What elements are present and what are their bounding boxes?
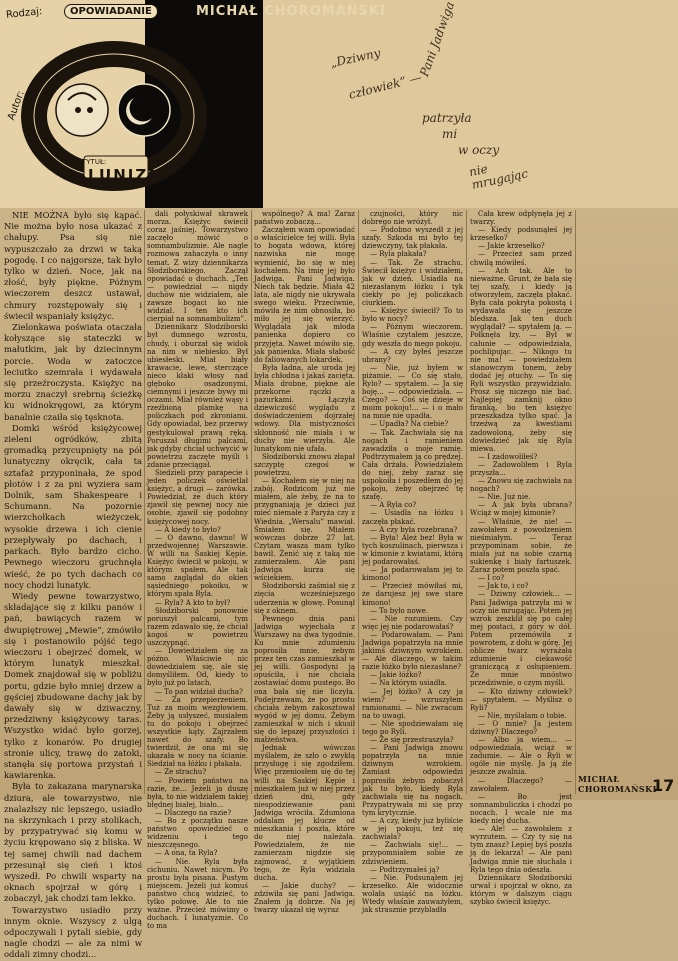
paragraph: Słodziborski zaśmiał się z zięcia wcześniejszego uderzenia w głowę. Posunął się z oknem. [254,582,355,615]
paragraph: — Kto dziwny człowiek? — spytałem. — Myślisz o Ryli? [470,687,572,712]
paragraph: — Podtrzymałeś ją? [370,865,440,874]
paragraph: — To pan widział ducha? [155,687,243,696]
text-column-2 [147,210,248,931]
title-label: TYTUŁ: [82,158,107,166]
paragraph: — Nie. Już nie. [478,493,531,502]
paragraph: — A ona, ta Ryla? [155,849,218,858]
paragraph: wspólnego? A ma! Zaraz państwo zobaczą... [254,210,355,227]
paragraph: — I zadowoliłeś? [478,452,538,461]
paragraph: — A czy byłeś jeszcze ubrany? [362,347,463,364]
page-number: 17 [652,776,675,795]
paragraph: — Powiem państwu na razie, że... Jeżeli ja duszę była, to nie widziałem takiej błędnej białej, biało... [147,776,248,809]
paragraph: — Nie. Podsunąłem jej krzesełko. Ale widocznie wolała usiąść na łóżku. Wtedy właśnie zauważyłem, jak strasznie przybladła [362,873,463,915]
paragraph: Była ładna, ale uroda jej była chłodna i jakaś zacięta. Miała drobne, piękne ale przekorne rączki a pazurkami. Łączyła dziewiczość wyglądu z doświadczeniem dojrzałej wdowy. Dla mistyczności skłonność nie miała i w duchy nie wierzyła. Ale lunatykom nie ufała. [254,363,355,453]
paragraph: — Albo ja wiem... — odpowiedziała, wciąż w zadumie. — Ale o Ryli w ogóle nie myślę. Ja ją źle jeszcze zwalnia. [470,736,572,777]
paragraph: — Nie, już byłem w piżamie. — Co się stało, Rylo? — spytałem. — Ja się boję... — odpowiedziała. — Czego? — Coś się dzieje w moim pokoju!... — i o mało na mnie nie upadła. [362,363,463,421]
paragraph: — A jak była ubrana? Wciąż w mojej kimonie? [470,501,572,518]
column-divider [251,210,252,794]
paragraph: Zielonkawa poświata otaczała kołyszące się stateczki w małutkim, jak by dziecinnym porcie. Woda w zatoczce leciutko szemrała i wydawała się przeźroczysta. Księżyc na morzu znaczył srebrną ścieżkę ku widnokręgowi, za którym banalnie czaiła się tęsknota. [4,322,142,422]
paragraph: — A czy była rozebrana? [370,525,458,534]
paragraph: — Tak. Zachwiała się na nogach i ramieniem zawadziła o moje ramię. Podtrzymałem ją co prędzej. Cała drżała. Powiedziałem do niej, żeby zaraz się uspokoiła i poszedłem do jej pokoju, żeby obejrzeć tę szafę. [362,428,463,502]
paragraph: NIE MOŻNA było się kąpać. Nie można było nosa ukazać z chałupy. Psa się nie wypuszczało za drzwi w taką pogodę. I co najgorsze, tak było tylko w dzień. Noce, jak na złość, były piękne. Późnym wieczorem deszcz ustawał, chmury rozstępowały się i świecił wspaniały księżyc. [4,210,142,321]
paragraph: — A czy, kiedy już byliście w jej pokoju, też się zachwiała? [362,817,463,842]
paragraph: czujności, który nic dobrego nie wróżył. [362,210,463,227]
text-column-3 [254,210,356,915]
paragraph: — Bo z początku nasze państwo opowiedzieć o widzeniu i tego nieszczęsnego. [147,817,248,850]
paragraph: — Kiedy podsunąłeś jej krzesełko? [470,226,572,243]
column-divider [358,210,359,794]
paragraph: — A kiedy to było? [155,525,221,534]
quote-line: nie mrugając [467,161,530,192]
paragraph: — O dawno, dawno! W przedwojennej Warszawie. W willi na Saskiej Kępie. Księżyc świecił w pokoju, w którym spałem. Ale tak samo zaglądał do okien sąsiedniego pokoiku, w którym spała Ryla. [147,533,248,599]
author-signature: MICHAŁ CHOROMAŃSKI [578,774,657,794]
paragraph: — Ze strachu? [155,768,207,777]
pull-quote [328,0,530,192]
paragraph: — Podarowałam. — Pani Jadwiga popatrzyła na mnie jakimś dziwnym wzrokiem. — Ale dlaczego, w takim razie łóżko było niezasłane? [362,630,463,672]
paragraph: — Jakie krzesełko? [478,242,545,251]
paragraph: — Nie, myślałam o tobie. [478,711,567,720]
text-column-1 [4,210,142,960]
paragraph: — Dlaczego? — zawołałem. [470,776,572,793]
text-column-4 [362,210,463,915]
paragraph: — Jakie łóżko? [370,671,422,680]
quote-line: mi [442,127,458,141]
paragraph: — Usiadła na łóżku i zaczęła płakać. [362,509,463,526]
paragraph: — Ale! — zawołałem z wyrzutem. — Czy ty się na tym znasz? Lepiej byś poszła ją do lekarza! — Ale pani Jadwiga mnie nie słuchała i Ryla tego dnia odeszła. [470,825,572,874]
paragraph: — Pani Jadwiga znowu popatrzyła na mnie dziwnym wzrokiem. Zamiast odpowiedzi poprosiła żebym zobaczył jak to było, kiedy Ryla zachwiała się na nogach. Przypatrywała mi się przy tym krytycznie. [362,744,463,817]
column-divider [144,210,145,794]
paragraph: — Ach tak. Ale to nieważne. Grunt, że bała się tej szafy, i kiedy ją otworzyłem, zaczęła płakać. Była cała pokryta pokostą i wydawała się jeszcze bledsza. Jak ten duch wyglądał? — spytałem ją. — Połknęła łzy. — Był w całunie — odpowiedziała, pochlipując. — Nikogo tu nie ma! — powiedziałem stanowczym tonem, żeby dodać jej otuchy. — To się Ryli wszystko przywidziało. Prosz się niczego nie bać. Najlepiej zamknij okno firanką, bo ten księżyc przeszkadza tylko spać. Ja trzeźwą za kwestiami zadowoloną, żeby się dowiedzieć jak się Ryla miewa. [470,266,572,453]
column-divider [466,210,467,794]
paragraph: — I co? [478,574,505,583]
paragraph: — Że się przestraszyła? [370,736,454,745]
paragraph: Dziennikarz Słodziborski był dumnego wzrostu, chudy, i oburzał się widok na nim w niebiesko. Był ubiesłeski. Miał biały krawacie, lewe, sterczące nieco kłaki włosy nad głęboko osadzonymi, ciemnymi i jeszcze bywy mi oczami. Miał również wąsy i rzeźbioną plamkę na policzkach pod zkroniami. Gdy opowiadał, bez przerwy gestykulował prawą ręką. Poruszał długimi palcami, jak gdyby chciał uchwycić w powietrzu zaczęte myśli i zdanie przeciągał. [147,323,248,469]
paragraph: — Bo jest somnambuliczka i chodzi po nocach. I wcale nie ma kiedy niej ducha. [470,792,572,826]
author-name: MICHAŁ CHOROMAŃSKI [196,4,386,19]
paragraph: — Ryla płakała? [370,250,427,259]
paragraph: — Znowu się zachwiała na nogach? [470,477,572,494]
paragraph: — Dlaczego na razie? [155,808,232,817]
paragraph: — Kochałem się w niej na zabój. Rodzicom już nie miałem, ale żeby, że na to przygnaniają je dzieci już mieć niemałe z Paryża czy z Wiednia. „Wersalu” mawiał. Śmiałem się. Miałem wówczas dobrze 27 lat. Czytam wasza mam tylko bawił. Żenić się z taką nie zamierzałem. Ale pani Jadwiga kurza się wściekiem. [254,477,355,583]
paragraph: — Przecież sam przed chwilą mówiłeś. [470,250,572,267]
paragraph: — Ja podarowałam jej to kimono! [362,566,463,583]
paragraph: — Była! Ależ bez! Była w tych koszulinach, pierwsza i w kimonie z kwiatami, którą jej podarowałaś. [362,533,463,567]
quote-line: w oczy [458,143,500,157]
paragraph: — Zachwiała się!... — przypomniałem sobie ze zdziwieniem. [362,841,463,866]
paragraph: — O mnie? Ja jestem dziwny? Dlaczego? [470,719,572,736]
paragraph: — Późnym wieczorem. Właśnie czytałem jeszcze, gdy weszła do mego pokoju. [362,323,463,348]
paragraph: — Księżyc świecił? To to było w nocy? [362,307,463,324]
paragraph: — A Ryla co? [370,501,417,510]
paragraph: Słodziborski ponownie poruszył palcami, tym razem zdawało się, że chciał kogoś w powietrzu uszczypnąć. [147,606,248,647]
author-label: Autor: [6,89,27,122]
text-column-5 [470,210,572,906]
paragraph: Była to zakazana marynarska dziura, ale towarzystwo, nie znalazłszy nic lepszego, usiadło na skrzynkach i przy stolikach, by przypatrywać się komu w życiu krępowano się z bliska. W tej samej chwili nad dachem przesunął się cień i ktoś wyszedł. Po chwili wsparty na oknach spojrzał w górę i zobaczył, jak chodzi tam lekko. [4,781,142,904]
paragraph: — Ryla? A kto to był? [155,598,231,607]
paragraph: — Właśnie, że nie! — zawołałem z powodzeniem nieśmiałym. — Teraz przypominam sobie, że miała już na sobie czarną sukienkę i biały fartuszek. Zaraz potem poszła spać. [470,517,572,575]
paragraph: — Nie. Ryla była cichuniu. Nawet nicym. Po prostu była pisana. Pustym miejscem. Jeżeli już komuś państwo chcą widzieć, to tylko połowę. Ale to nie ważne. Przecież mówimy o duchach. I lunatyzmie. Co to ma [147,857,248,931]
paragraph: — Dziwny człowiek... — Pani Jadwiga patrzyła mi w oczy nie mrugając. Potem jej wzrok zeszklił się po całej mej postaci, z góry w dół. Potem przemówiła z powrotem, z dołu w górę. Jej oblicze twarz wyrażała zdumienie i ciekawość graniczącą z osłupieniem. Ze mnie mnóstwo przedziwnie, o czym myśli. [470,590,572,688]
paragraph: — Na którym usiadła. [370,679,447,688]
paragraph: — Przecież mówiłaś mi, że darujesz jej swe stare kimono! [362,582,463,607]
paragraph: — Jakie duchy? — zdziwiła się pani Jadwiga. Znałem ją dobrze. Na jej twarzy ukazał się wyraz [254,881,355,915]
quote-line: „Dziwny [328,45,382,71]
paragraph: — To było nowe. [370,606,429,615]
paragraph: Siedzieli przy parapecie i jeden policzek oświetlał księżyc, a drugi — żarówka. Powiedział, że duch który zjawił się pewnej nocy nie osobie, zjawił się podobny księżycowej nocy. [147,469,248,526]
paragraph: — Nie rozumiem. Czy więc jej nie podarowałaś? [362,614,463,631]
column-divider [575,210,576,794]
genre-label: Rodzaj: [5,6,43,21]
quote-line: Pani Jadwiga [417,0,458,79]
paragraph: Dziennikarz Słodziborski urwał i spojrzał w okno, za którym w dalszym ciągu szybko świecił księżyc. [470,873,572,906]
paragraph: — Podobno wyszedł z jej szafy. Szkoda mi było tej dziewczyny, tak płakała. [362,226,463,251]
quote-line: człowiek” — [347,70,424,102]
paragraph: Domki wśród księżycowej zieleni ogródków, zbitą gromadką przycupnięty na pół lunatyczny okręcik, cała ta sztafaż przyponinała, że spod płotów i z za pni wyziera sam Dolnik, sam Shakespeare i Schumann. Na pozornie wierzchołkach wieżyczek, wysokie drzewa i ich cienie przepływały po dachach, i parkach. Było bardzo cicho. Pewnego wieczoru gruchnęła wieść, że po tych dachach co nocy chodzi lunatyk. [4,422,142,590]
paragraph: dali połyskiwał skrawek morza. Księżyc świecił coraz jaśniej. Towarzystwo zaczęło mówić o somnambulizmie. Ale nagle rozmowa zahaczyła o inny temat. Z wizy dziennikarza Słodziborskiego. Zaczął opowiadać o duchach. „Ten — powiedział — nigdy duchów nie widziałem, ale zawsze bogaci ko nie widział. I ten kto ich cierpiał na somnambulizm”. [147,210,248,324]
article-header [0,0,678,208]
paragraph: Cała krew odpłynęła jej z twarzy. [470,210,572,227]
quote-line: patrzyła [422,111,472,125]
paragraph: Wiedy pewne towarzystwo, składające się z kilku panów i pań, bawiących razem w dwupiętrowej „Mewie”, zmówiło się i postanowiło pójść tego wieczoru i obejrzeć domek, w którym lunatyk mieszkał. Domek znajdował się w pobliżu portu, gdzie było mniej drzew a gęściej zbudowane dachy jak by dawały się w dziwaczny, przedziwny księżycowy taras. Wszystko widać było gorzej, tylko z konarów. Po drugiej stronie ulicy, trawę do zatoki, stanęła się portowa przystań i kawiarenka. [4,590,142,781]
paragraph: — Za przepierzeniem. Tuż za moim wezgłowiem. Żeby ją usłyszeć, musiałem tu do pokoju i obejrzeć wszystkie kąty. Zajrzałem nawet do szafy. Bo twierdził, że ona mi się ukazała w nocy na ścianie. Siedział na łóżku i płakała. [147,695,248,769]
paragraph: — Tak. Ze strachu. Świecił księżyc i widziałem, jak w dzień. Usiadła na niezasłanym łóżku i tyk ciekły po jej policzkach ciurkiem. [362,258,463,308]
paragraph: Słodziborski znowu złapał szczyptę czegoś w powietrzu. [254,452,355,477]
paragraph: Zacząłem wam opowiadać o właścicielce tej willi. Była to bogata wdowa, której nazwiska nie mogę wymienić, bo się w niej kochałem. Na imię jej było Jadwiga. Pani Jadwiga. Niech tak będzie. Miała 42 lata, ale nigdy nie ukrywała swego wieku. Przeciwnie, mówiła że nim obnosiła, bo miło jej się wierzyć. Wyglądała jak młoda panienka dopiero co przyjęta. Nawet mówiło się, jak panienka. Miała słabość do faliowanych lokardek. [254,226,356,364]
paragraph: — Jak to, i co? [478,582,529,591]
paragraph: — Jej łóżko? A czy ja wiem? — wzruszyłem ramionami. — Nie zwracam na to uwagi. [362,687,463,720]
paragraph: — Zadowoliłem i Ryla przyszła... [470,460,572,477]
paragraph: Towarzystwo usiadło przy innym oknie. Wszyscy z ulgą odpoczywali i pytali siebie, gdy nagle chodzi — ale za nimi w oddali zimny chodzi... [4,904,142,960]
story-title: LUNIZM [88,166,166,184]
genre-badge: OPOWIADANIE [64,4,158,19]
paragraph: Pewnego dnia pani Jadwiga wyjechała z Warszawy na dwa tygodnie. Ku mnie zdumieniu poprosiła mnie, żebym przez ten czas zamieszkał w jej willi. Gospodyni ją opuściła, i nie chciała zostawiać domu pustego. Bo ona bała się nie liczyła. Podejrzewam, że po prostu chciała żebym zakosztował wygód w jej domu. Żebym zamieszkał w nich i skusił się do lepszej przyszłości i małżeństwa. [254,614,356,745]
paragraph: — Nie spodziewałam się tego po Ryli. [362,719,463,736]
paragraph: — Dowiedziałem się za późno. Właściwie nic dowiedziałem się, ale się domyśliłem. Od, kiedy to było już po latach. [147,647,248,688]
paragraph: — Upadła? Na ciebie? [370,420,449,429]
paragraph: Jednak wówczas myślałem, że szło o zwykłą przysługę i się zgodziłem. Więc przeniosłem się do tej willi na Saskiej Kępie i mieszkałem już w niej przez dzień dni, gdy niespodziewanie pani Jadwiga wróciła. Zdumiona oddalam jej klucze od mieszkania i poszła, które do niej należała. Powiedziałem, że nie zamierzam nigdzie się zajmować, z wyjątkiem tego, że Ryla widziała ducha. [254,744,355,882]
